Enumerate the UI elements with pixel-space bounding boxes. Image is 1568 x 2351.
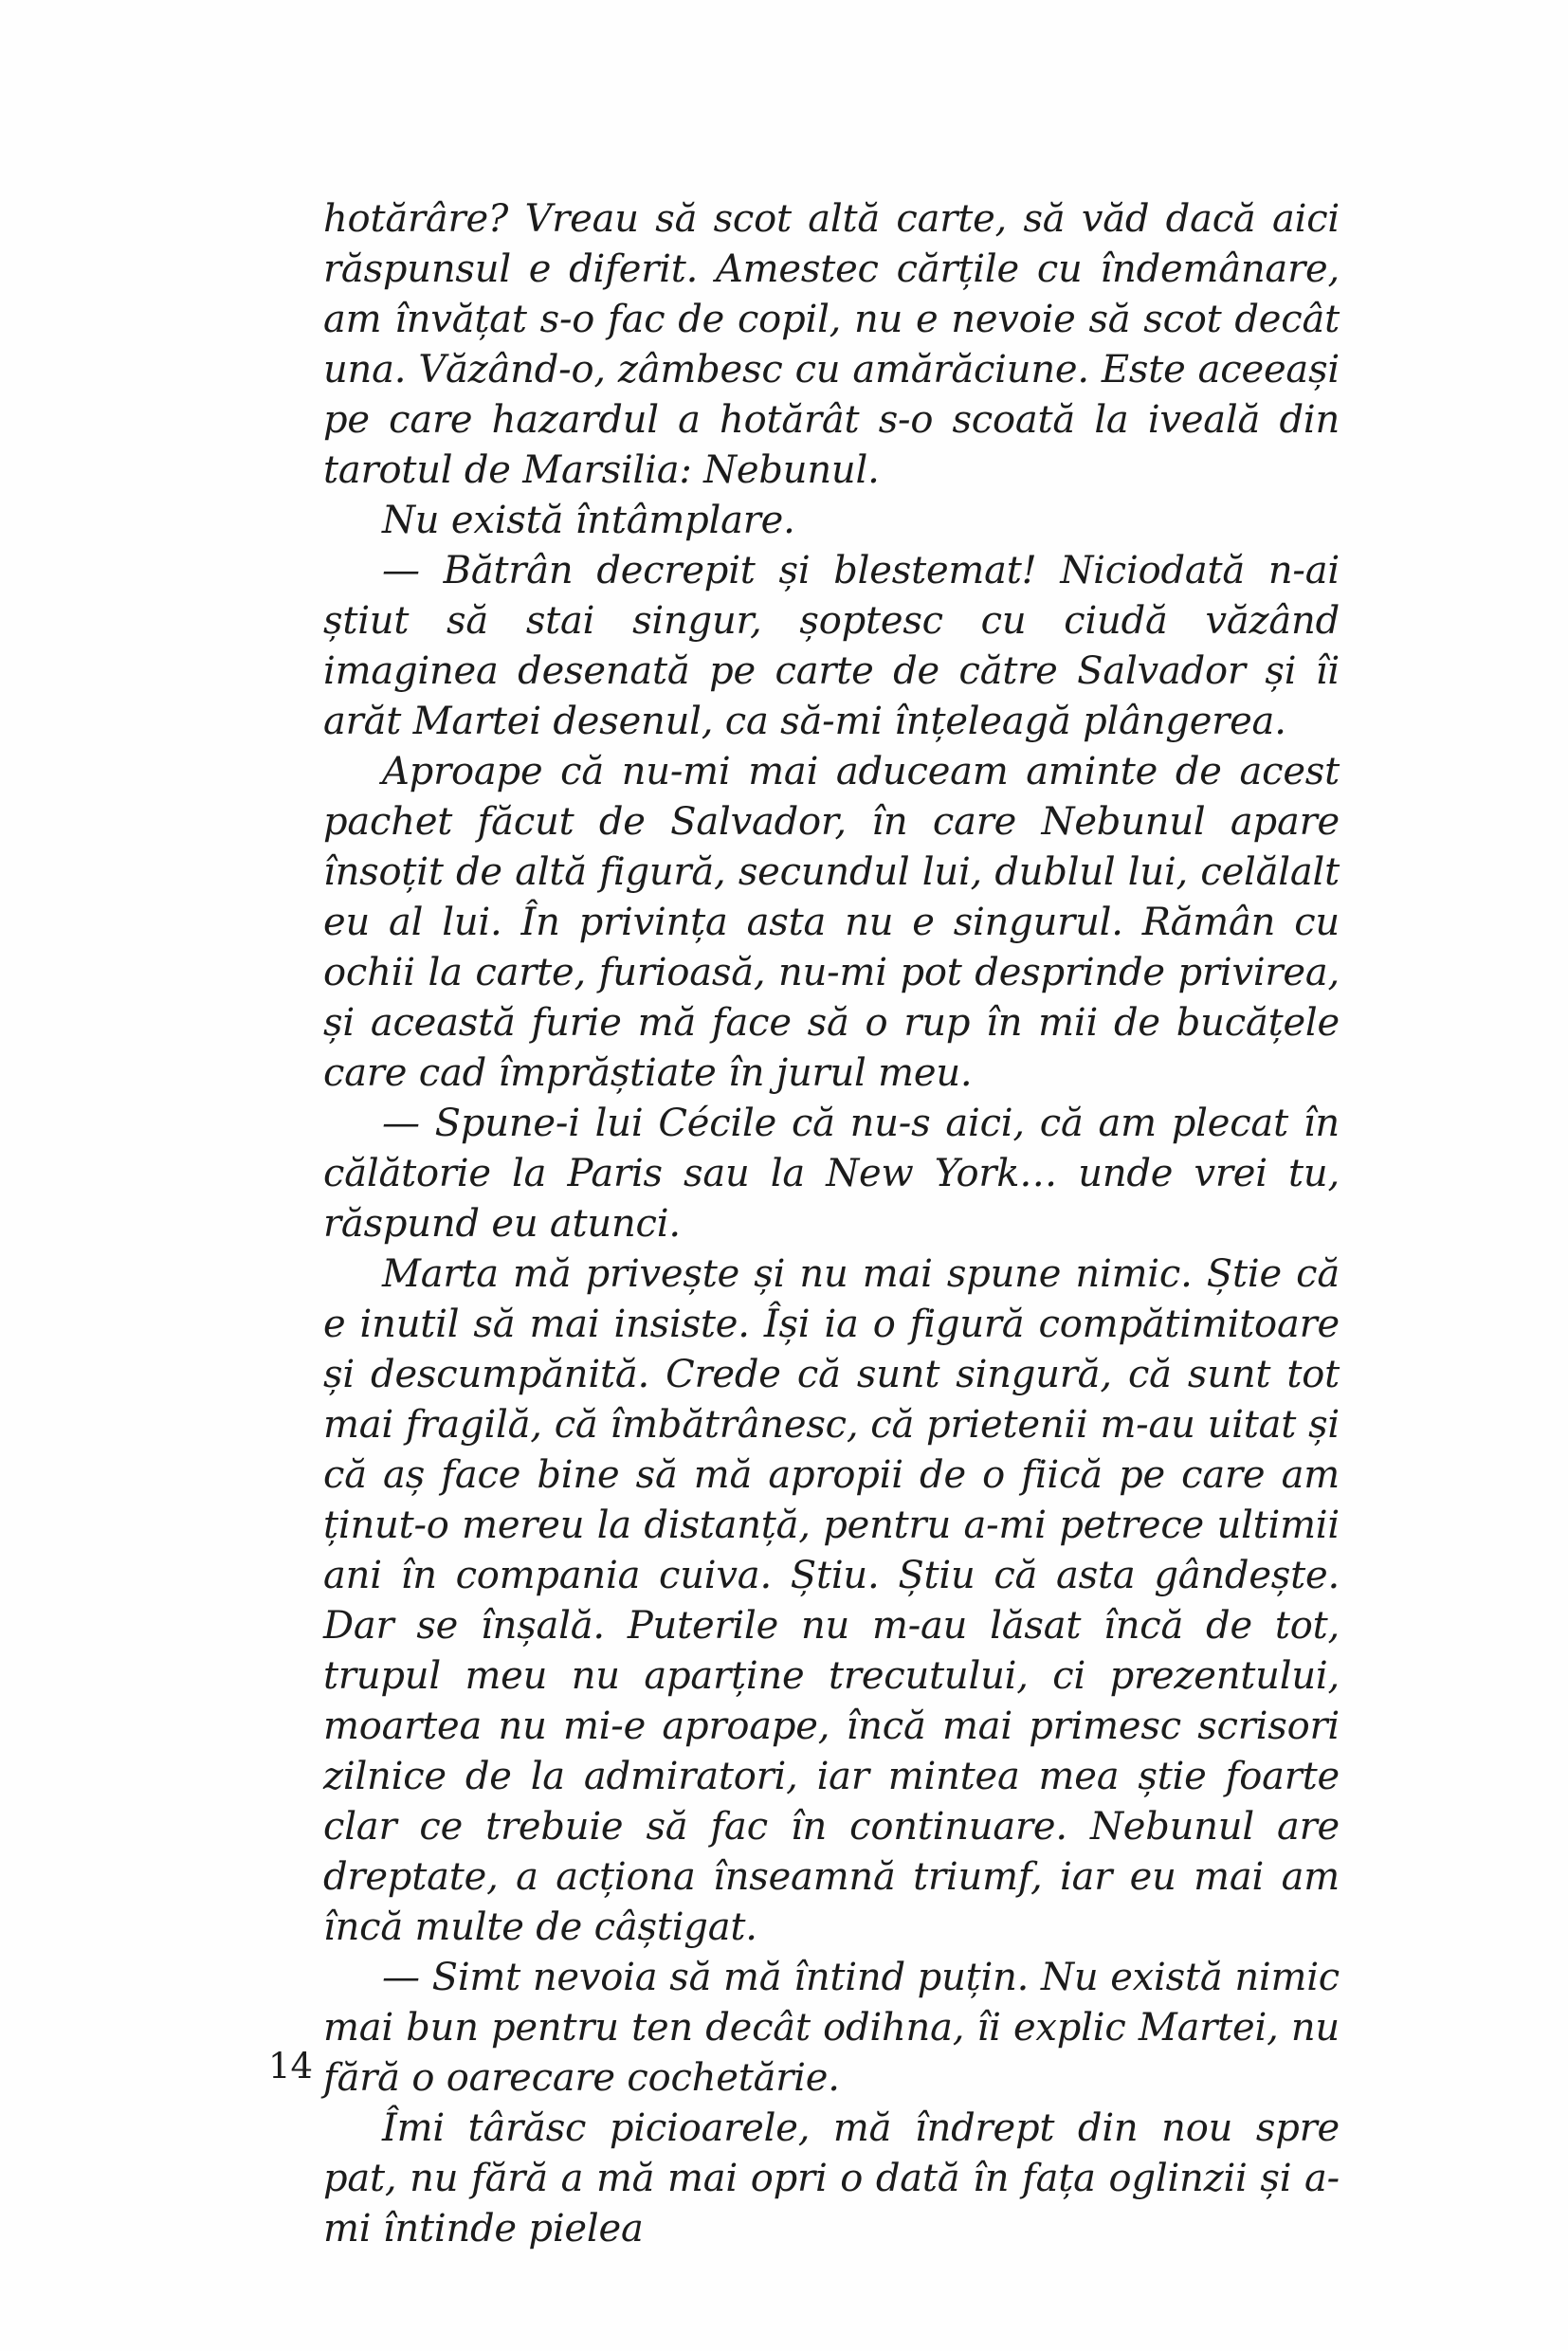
paragraph: — Spune-i lui Cécile că nu-s aici, că am plecat în călătorie la Paris sau la New York… unde vrei tu, răspund eu atunci. <box>323 1102 1340 1246</box>
paragraph: hotărâre? Vreau să scot altă carte, să văd dacă aici răspunsul e diferit. Amestec cărțile cu îndemânare, am învățat s-o fac de copil, nu e nevoie să scot decât una. Văzând-o, zâmbesc cu amărăciune. Este aceeași pe care hazardul a hotărât s-o scoată la iveală din tarotul de Marsilia: Nebunul. <box>323 197 1340 492</box>
paragraph: Marta mă privește și nu mai spune nimic. Știe că e inutil să mai insiste. Își ia o figură compătimitoare și descumpănită. Crede că sunt singură, că sunt tot mai fragilă, că îmbătrânesc, că prietenii m-au uitat și că aș face bine să mă apropii de o fiică pe care am ținut-o mereu la distanță, pentru a-mi petrece ultimii ani în compania cuiva. Știu. Știu că asta gândește. Dar se înșală. Puterile nu m-au lăsat încă de tot, trupul meu nu aparține trecutului, ci prezentului, moartea nu mi-e aproape, încă mai primesc scrisori zilnice de la admiratori, iar mintea mea știe foarte clar ce trebuie să fac în continuare. Nebunul are dreptate, a acționa înseamnă triumf, iar eu mai am încă multe de câștigat. <box>323 1252 1340 1949</box>
paragraph: Îmi târăsc picioarele, mă îndrept din nou spre pat, nu fără a mă mai opri o dată în fața oglinzii și a-mi întinde pielea <box>323 2106 1340 2251</box>
paragraph: Nu există întâmplare. <box>382 499 795 542</box>
text-block <box>323 194 1340 2254</box>
paragraph: — Bătrân decrepit și blestemat! Niciodată n-ai știut să stai singur, șoptesc cu ciudă văzând imaginea desenată pe carte de către Salvador și îi arăt Martei desenul, ca să-mi înțeleagă plângerea. <box>323 549 1340 743</box>
paragraph: Aproape că nu-mi mai aduceam aminte de acest pachet făcut de Salvador, în care Nebunul apare însoțit de altă figură, secundul lui, dublul lui, celălalt eu al lui. În privința asta nu e singurul. Rămân cu ochii la carte, furioasă, nu-mi pot desprinde privirea, și această furie mă face să o rup în mii de bucățele care cad împrăștiate în jurul meu. <box>323 750 1340 1095</box>
paragraph: — Simt nevoia să mă întind puțin. Nu există nimic mai bun pentru ten decât odihna, îi explic Martei, nu fără o oarecare cochetărie. <box>323 1956 1340 2100</box>
page-number: 14 <box>268 2046 314 2087</box>
